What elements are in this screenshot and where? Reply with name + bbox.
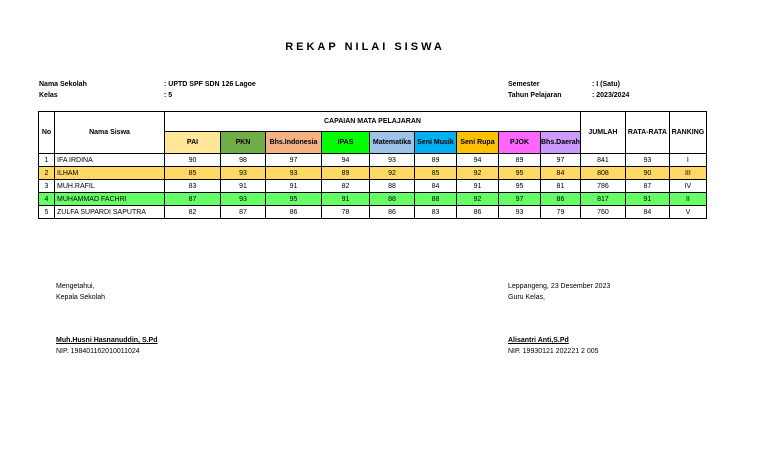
col-name-header: Nama Siswa bbox=[55, 112, 165, 154]
signature-principal bbox=[56, 281, 158, 357]
table-row bbox=[39, 167, 707, 180]
info-label: Semester bbox=[508, 81, 540, 88]
info-label: Kelas bbox=[39, 92, 58, 99]
sig-nip: NIP. 198401162010011024 bbox=[56, 348, 140, 355]
average-cell: 91 bbox=[625, 193, 669, 206]
average-cell: 87 bbox=[625, 180, 669, 193]
subject-header: IPAS bbox=[322, 132, 370, 154]
score-cell: 93 bbox=[266, 167, 322, 180]
score-cell: 95 bbox=[499, 167, 541, 180]
rank-cell: III bbox=[669, 167, 706, 180]
col-total-header: JUMLAH bbox=[580, 112, 625, 154]
rank-cell: II bbox=[669, 193, 706, 206]
sig-place-date: Leppangeng, 23 Desember 2023 bbox=[508, 283, 611, 290]
score-cell: 94 bbox=[322, 154, 370, 167]
score-cell: 83 bbox=[415, 206, 457, 219]
score-cell: 93 bbox=[499, 206, 541, 219]
rank-cell: I bbox=[669, 154, 706, 167]
score-cell: 95 bbox=[499, 180, 541, 193]
sig-role: Guru Kelas, bbox=[508, 294, 545, 301]
score-cell: 88 bbox=[370, 180, 415, 193]
subject-group-header: CAPAIAN MATA PELAJARAN bbox=[165, 112, 581, 132]
row-number: 2 bbox=[39, 167, 55, 180]
info-label: Nama Sekolah bbox=[39, 81, 87, 88]
sig-name: Muh.Husni Hasnanuddin, S.Pd bbox=[56, 337, 158, 344]
subject-header: Bhs.Daerah bbox=[541, 132, 581, 154]
score-cell: 78 bbox=[322, 206, 370, 219]
subject-header: Bhs.Indonesia bbox=[266, 132, 322, 154]
info-value: : 2023/2024 bbox=[592, 92, 630, 99]
score-cell: 87 bbox=[165, 193, 221, 206]
score-cell: 91 bbox=[221, 180, 266, 193]
grade-table bbox=[38, 111, 707, 219]
info-row-semester bbox=[508, 79, 708, 90]
subject-header: PAI bbox=[165, 132, 221, 154]
sig-greeting: Mengetahui, bbox=[56, 283, 95, 290]
score-cell: 92 bbox=[457, 193, 499, 206]
table-header-row bbox=[39, 112, 707, 132]
score-cell: 88 bbox=[370, 193, 415, 206]
row-number: 3 bbox=[39, 180, 55, 193]
total-cell: 760 bbox=[580, 206, 625, 219]
row-number: 4 bbox=[39, 193, 55, 206]
score-cell: 82 bbox=[322, 180, 370, 193]
signature-teacher bbox=[508, 281, 610, 357]
score-cell: 92 bbox=[457, 167, 499, 180]
score-cell: 93 bbox=[370, 154, 415, 167]
subject-header: PKN bbox=[221, 132, 266, 154]
row-number: 1 bbox=[39, 154, 55, 167]
score-cell: 95 bbox=[266, 193, 322, 206]
table-row bbox=[39, 193, 707, 206]
average-cell: 93 bbox=[625, 154, 669, 167]
student-name: IFA IRDINA bbox=[55, 154, 165, 167]
score-cell: 87 bbox=[221, 206, 266, 219]
rank-cell: V bbox=[669, 206, 706, 219]
score-cell: 89 bbox=[499, 154, 541, 167]
col-avg-header: RATA-RATA bbox=[625, 112, 669, 154]
school-info bbox=[39, 79, 299, 101]
semester-info bbox=[508, 79, 708, 101]
score-cell: 97 bbox=[266, 154, 322, 167]
student-name: MUHAMMAD FACHRI bbox=[55, 193, 165, 206]
sig-nip: NIP. 19930121 202221 2 005 bbox=[508, 348, 599, 355]
student-name: ZULFA SUPARDI SAPUTRA bbox=[55, 206, 165, 219]
score-cell: 91 bbox=[457, 180, 499, 193]
subject-header: PJOK bbox=[499, 132, 541, 154]
score-cell: 90 bbox=[165, 154, 221, 167]
col-rank-header: RANKING bbox=[669, 112, 706, 154]
score-cell: 86 bbox=[541, 193, 581, 206]
score-cell: 93 bbox=[221, 167, 266, 180]
student-name: MUH.RAFIL bbox=[55, 180, 165, 193]
sig-role: Kepala Sekolah bbox=[56, 294, 106, 301]
score-cell: 85 bbox=[415, 167, 457, 180]
score-cell: 93 bbox=[221, 193, 266, 206]
document-title: REKAP NILAI SISWA bbox=[285, 41, 445, 53]
score-cell: 97 bbox=[499, 193, 541, 206]
score-cell: 86 bbox=[457, 206, 499, 219]
info-row-school bbox=[39, 79, 299, 90]
score-cell: 84 bbox=[415, 180, 457, 193]
score-cell: 83 bbox=[165, 180, 221, 193]
score-cell: 98 bbox=[221, 154, 266, 167]
score-cell: 85 bbox=[165, 167, 221, 180]
score-cell: 91 bbox=[266, 180, 322, 193]
table-row bbox=[39, 154, 707, 167]
table-row bbox=[39, 180, 707, 193]
info-row-class bbox=[39, 90, 299, 101]
total-cell: 786 bbox=[580, 180, 625, 193]
info-row-year bbox=[508, 90, 708, 101]
subject-header: Seni Musik bbox=[415, 132, 457, 154]
rank-cell: IV bbox=[669, 180, 706, 193]
student-name: ILHAM bbox=[55, 167, 165, 180]
score-cell: 97 bbox=[541, 154, 581, 167]
score-cell: 91 bbox=[322, 193, 370, 206]
table-row bbox=[39, 206, 707, 219]
score-cell: 92 bbox=[370, 167, 415, 180]
sig-name: Alisantri Anti,S.Pd bbox=[508, 337, 569, 344]
score-cell: 79 bbox=[541, 206, 581, 219]
score-cell: 86 bbox=[370, 206, 415, 219]
total-cell: 817 bbox=[580, 193, 625, 206]
total-cell: 841 bbox=[580, 154, 625, 167]
info-label: Tahun Pelajaran bbox=[508, 92, 562, 99]
info-value: : UPTD SPF SDN 126 Lagoe bbox=[164, 81, 256, 88]
subject-header: Matematika bbox=[370, 132, 415, 154]
row-number: 5 bbox=[39, 206, 55, 219]
total-cell: 808 bbox=[580, 167, 625, 180]
average-cell: 90 bbox=[625, 167, 669, 180]
score-cell: 94 bbox=[457, 154, 499, 167]
col-no-header: No bbox=[39, 112, 55, 154]
score-cell: 89 bbox=[322, 167, 370, 180]
score-cell: 89 bbox=[415, 154, 457, 167]
info-value: : 5 bbox=[164, 92, 173, 99]
score-cell: 82 bbox=[165, 206, 221, 219]
score-cell: 88 bbox=[415, 193, 457, 206]
info-value: : I (Satu) bbox=[592, 81, 620, 88]
score-cell: 84 bbox=[541, 167, 581, 180]
score-cell: 86 bbox=[266, 206, 322, 219]
average-cell: 84 bbox=[625, 206, 669, 219]
score-cell: 81 bbox=[541, 180, 581, 193]
subject-header: Seni Rupa bbox=[457, 132, 499, 154]
